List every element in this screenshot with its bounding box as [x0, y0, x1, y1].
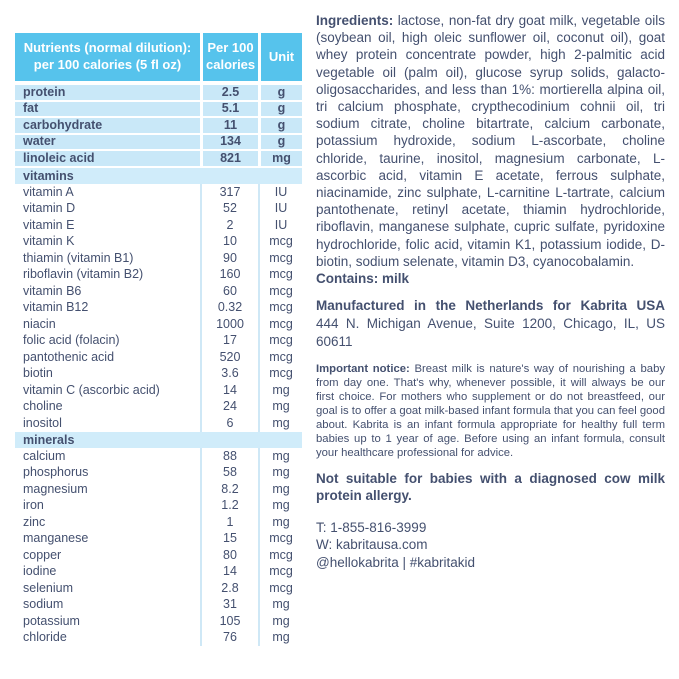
nutrient-value: 14 [200, 564, 258, 581]
nutrient-unit: mcg [258, 267, 302, 284]
nutrition-table [15, 33, 302, 646]
nutrient-unit: IU [258, 201, 302, 218]
table-row [15, 267, 302, 284]
nutrient-unit: mg [258, 382, 302, 399]
nutrient-value: 821 [200, 151, 258, 168]
nutrient-unit: mg [258, 448, 302, 465]
nutrient-name: protein [15, 85, 200, 102]
nutrient-name: chloride [23, 630, 67, 645]
nutrient-name: potassium [23, 613, 80, 628]
nutrient-unit: mg [258, 498, 302, 515]
nutrient-unit: mcg [258, 349, 302, 366]
nutrient-name: calcium [23, 448, 66, 463]
table-row [15, 333, 302, 350]
nutrient-unit: g [258, 118, 302, 135]
nutrient-unit: mg [258, 630, 302, 647]
section-header-minerals: minerals [15, 432, 302, 449]
nutrient-unit: mg [258, 151, 302, 168]
nutrient-name: vitamin E [23, 217, 75, 232]
nutrient-value: 90 [200, 250, 258, 267]
ingredients-text: lactose, non-fat dry goat milk, vegetable oils (soybean oil, high oleic sunflower oil, coconut oil), goat whey protein concentrate powder, high 2-palmitic acid vegetable oil (palm oil), glucose syrup solids, galacto-oligosaccharides, and less than 1%: mortierella alpina oil, tri calcium phosphate, crypthecodinium cohnii oil, tri sodium citrate, choline bitartrate, calcium carbonate, potassium hydroxide, sodium L-ascorbate, choline chloride, taurine, inositol, magnesium carbonate, L-ascorbic acid, vitamin E acetate, ferrous sulphate, niacinamide, zinc sulphate, L-carnitine L-tartrate, calcium pantothenate, retinyl acetate, thiamin hydrochloride, riboflavin, manganese sulphate, cupric sulfate, pyridoxine hydrochloride, folic acid, vitamin K1, potassium iodide, D-biotin, sodium selenate, vitamin D3, cyanocobalamin. [316, 13, 665, 269]
nutrient-name: fat [15, 102, 200, 119]
nutrient-name: vitamin B12 [23, 300, 89, 315]
social-line: @hellokabrita | #kabritakid [316, 554, 476, 570]
nutrient-name: choline [23, 399, 63, 414]
nutrient-unit: mcg [258, 564, 302, 581]
nutrient-value: 15 [200, 531, 258, 548]
phone-line: T: 1-855-816-3999 [316, 519, 427, 535]
table-row [15, 366, 302, 383]
nutrient-value: 76 [200, 630, 258, 647]
nutrient-unit: g [258, 85, 302, 102]
nutrients-table-body [15, 85, 302, 646]
nutrient-value: 1000 [200, 316, 258, 333]
nutrient-name: selenium [23, 580, 74, 595]
nutrient-name: niacin [23, 316, 56, 331]
table-row [15, 349, 302, 366]
nutrient-name: folic acid (folacin) [23, 333, 120, 348]
nutrient-name: copper [23, 547, 62, 562]
nutrient-name: magnesium [23, 481, 88, 496]
nutrient-value: 10 [200, 234, 258, 251]
nutrient-name: phosphorus [23, 465, 89, 480]
nutrient-value: 60 [200, 283, 258, 300]
table-row [15, 184, 302, 201]
ingredients-paragraph [316, 12, 665, 270]
nutrient-value: 24 [200, 399, 258, 416]
nutrient-value: 105 [200, 613, 258, 630]
nutrition-table-header [15, 33, 302, 81]
table-row [15, 300, 302, 317]
nutrient-unit: mcg [258, 250, 302, 267]
header-unit: Unit [258, 33, 302, 81]
nutrient-value: 31 [200, 597, 258, 614]
nutrient-name: water [15, 135, 200, 152]
table-row [15, 234, 302, 251]
table-row [15, 283, 302, 300]
nutrient-name: inositol [23, 415, 62, 430]
nutrient-value: 5.1 [200, 102, 258, 119]
website-line: W: kabritausa.com [316, 537, 428, 553]
nutrient-value: 80 [200, 547, 258, 564]
nutrient-name: thiamin (vitamin B1) [23, 250, 134, 265]
nutrient-name: carbohydrate [15, 118, 200, 135]
table-row [15, 580, 302, 597]
table-row [15, 547, 302, 564]
nutrient-value: 2.5 [200, 85, 258, 102]
nutrient-value: 134 [200, 135, 258, 152]
nutrient-unit: mcg [258, 283, 302, 300]
table-row [15, 613, 302, 630]
manufacturer-block [316, 297, 665, 351]
nutrient-value: 1.2 [200, 498, 258, 515]
table-row [15, 250, 302, 267]
table-row [15, 382, 302, 399]
nutrient-value: 52 [200, 201, 258, 218]
nutrient-unit: mcg [258, 580, 302, 597]
nutrient-unit: mcg [258, 531, 302, 548]
nutrient-value: 17 [200, 333, 258, 350]
nutrient-unit: mg [258, 514, 302, 531]
nutrient-value: 2.8 [200, 580, 258, 597]
nutrient-value: 2 [200, 217, 258, 234]
label-text-column [316, 12, 665, 571]
nutrient-value: 0.32 [200, 300, 258, 317]
header-nutrients: Nutrients (normal dilution): per 100 calories (5 fl oz) [15, 33, 200, 81]
contains-statement: Contains: milk [316, 271, 410, 287]
nutrient-unit: IU [258, 217, 302, 234]
contact-block [316, 519, 665, 572]
ingredients-label: Ingredients: [316, 13, 394, 28]
nutrient-value: 3.6 [200, 366, 258, 383]
table-row [15, 217, 302, 234]
table-row [15, 481, 302, 498]
table-row [15, 399, 302, 416]
table-row [15, 597, 302, 614]
nutrient-unit: mg [258, 415, 302, 432]
nutrient-name: zinc [23, 514, 46, 529]
table-row [15, 85, 302, 102]
nutrient-unit: mg [258, 613, 302, 630]
nutrient-unit: mcg [258, 316, 302, 333]
allergy-warning: Not suitable for babies with a diagnosed cow milk protein allergy. [316, 470, 665, 504]
nutrient-name: pantothenic acid [23, 349, 115, 364]
table-row [15, 564, 302, 581]
table-row [15, 415, 302, 432]
nutrient-unit: mcg [258, 300, 302, 317]
nutrient-value: 88 [200, 448, 258, 465]
nutrient-name: vitamin A [23, 184, 74, 199]
nutrient-name: iron [23, 498, 44, 513]
nutrient-name: vitamin K [23, 234, 75, 249]
table-row [15, 465, 302, 482]
important-notice-text: Breast milk is nature's way of nourishing a baby from day one. That's why, whenever possible, it will always be our first choice. For mothers who supplement or do not breastfeed, our goal is to offer a goat milk-based infant formula that you can feel good about. Kabrita is an infant formula appropriate for healthy full term babies up to 1 year of age. Before using an infant formula, consult your healthcare professional for advice. [316, 363, 665, 459]
nutrient-unit: mcg [258, 366, 302, 383]
manufacturer-address: 444 N. Michigan Avenue, Suite 1200, Chicago, IL, US 60611 [316, 316, 665, 350]
nutrient-value: 317 [200, 184, 258, 201]
section-header-vitamins: vitamins [15, 168, 302, 185]
nutrient-unit: g [258, 135, 302, 152]
nutrient-name: manganese [23, 531, 89, 546]
table-row [15, 498, 302, 515]
nutrient-name: riboflavin (vitamin B2) [23, 267, 144, 282]
nutrient-value: 6 [200, 415, 258, 432]
manufacturer-line: Manufactured in the Netherlands for Kabrita USA [316, 298, 665, 314]
table-row [15, 316, 302, 333]
nutrient-value: 14 [200, 382, 258, 399]
nutrient-unit: mg [258, 399, 302, 416]
table-row [15, 630, 302, 647]
table-row [15, 201, 302, 218]
nutrient-value: 11 [200, 118, 258, 135]
nutrient-name: biotin [23, 366, 53, 381]
nutrient-name: vitamin C (ascorbic acid) [23, 382, 160, 397]
table-row [15, 135, 302, 152]
table-row [15, 514, 302, 531]
nutrient-value: 1 [200, 514, 258, 531]
nutrient-name: vitamin B6 [23, 283, 82, 298]
nutrient-unit: mcg [258, 234, 302, 251]
nutrient-unit: mcg [258, 547, 302, 564]
nutrient-unit: mg [258, 481, 302, 498]
nutrient-value: 160 [200, 267, 258, 284]
table-row [15, 151, 302, 168]
nutrient-value: 8.2 [200, 481, 258, 498]
nutrient-name: iodine [23, 564, 57, 579]
nutrient-value: 520 [200, 349, 258, 366]
table-row [15, 118, 302, 135]
nutrient-name: linoleic acid [15, 151, 200, 168]
important-notice-paragraph [316, 363, 665, 460]
nutrient-value: 58 [200, 465, 258, 482]
nutrient-unit: mcg [258, 333, 302, 350]
important-notice-label: Important notice: [316, 363, 410, 376]
table-row [15, 102, 302, 119]
nutrient-name: vitamin D [23, 201, 76, 216]
table-row [15, 448, 302, 465]
nutrient-unit: mg [258, 465, 302, 482]
nutrient-unit: mg [258, 597, 302, 614]
nutrient-name: sodium [23, 597, 64, 612]
nutrient-unit: IU [258, 184, 302, 201]
nutrient-unit: g [258, 102, 302, 119]
header-per-100-calories: Per 100 calories [200, 33, 258, 81]
table-row [15, 531, 302, 548]
